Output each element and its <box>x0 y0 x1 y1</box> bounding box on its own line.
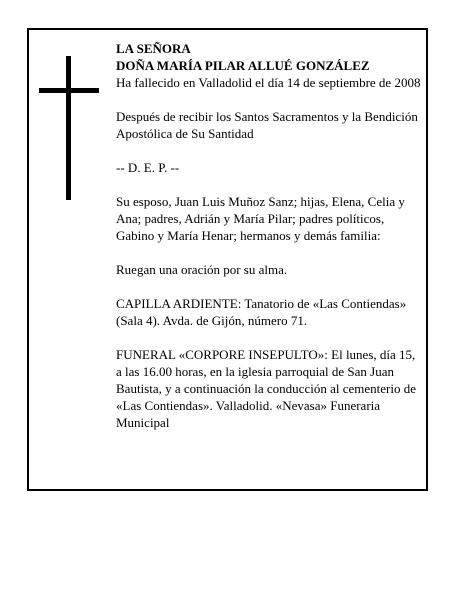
chapel-info: CAPILLA ARDIENTE: Tanatorio de «Las Contiendas» (Sala 4). Avda. de Gijón, número 71. <box>116 296 407 328</box>
sacraments-text: Después de recibir los Santos Sacramentos y la Bendición Apostólica de Su Santidad <box>116 109 418 141</box>
deceased-name: DOÑA MARÍA PILAR ALLUÉ GONZÁLEZ <box>116 58 370 73</box>
family-text: Su esposo, Juan Luis Muñoz Sanz; hijas, Elena, Celia y Ana; padres, Adrián y María Pilar; padres políticos, Gabino y María Henar; hermanos y demás familia: <box>116 194 405 243</box>
funeral-info: FUNERAL «CORPORE INSEPULTO»: El lunes, día 15, a las 16.00 horas, en la iglesia parroquial de San Juan Bautista, y a continuación la conducción al cementerio de «Las Contiendas». Valladolid. «Nevasa» Funeraria Municipal <box>116 347 416 430</box>
cross-vertical-bar <box>66 56 71 200</box>
death-announcement: Ha fallecido en Valladolid el día 14 de septiembre de 2008 <box>116 75 421 90</box>
rip-text: -- D. E. P. -- <box>116 160 180 175</box>
prayer-request: Ruegan una oración por su alma. <box>116 262 288 277</box>
obituary-notice <box>27 28 428 491</box>
notice-content <box>116 40 422 448</box>
notice-title: LA SEÑORA <box>116 41 191 56</box>
cross-horizontal-bar <box>39 88 99 93</box>
cross-icon <box>39 56 99 200</box>
